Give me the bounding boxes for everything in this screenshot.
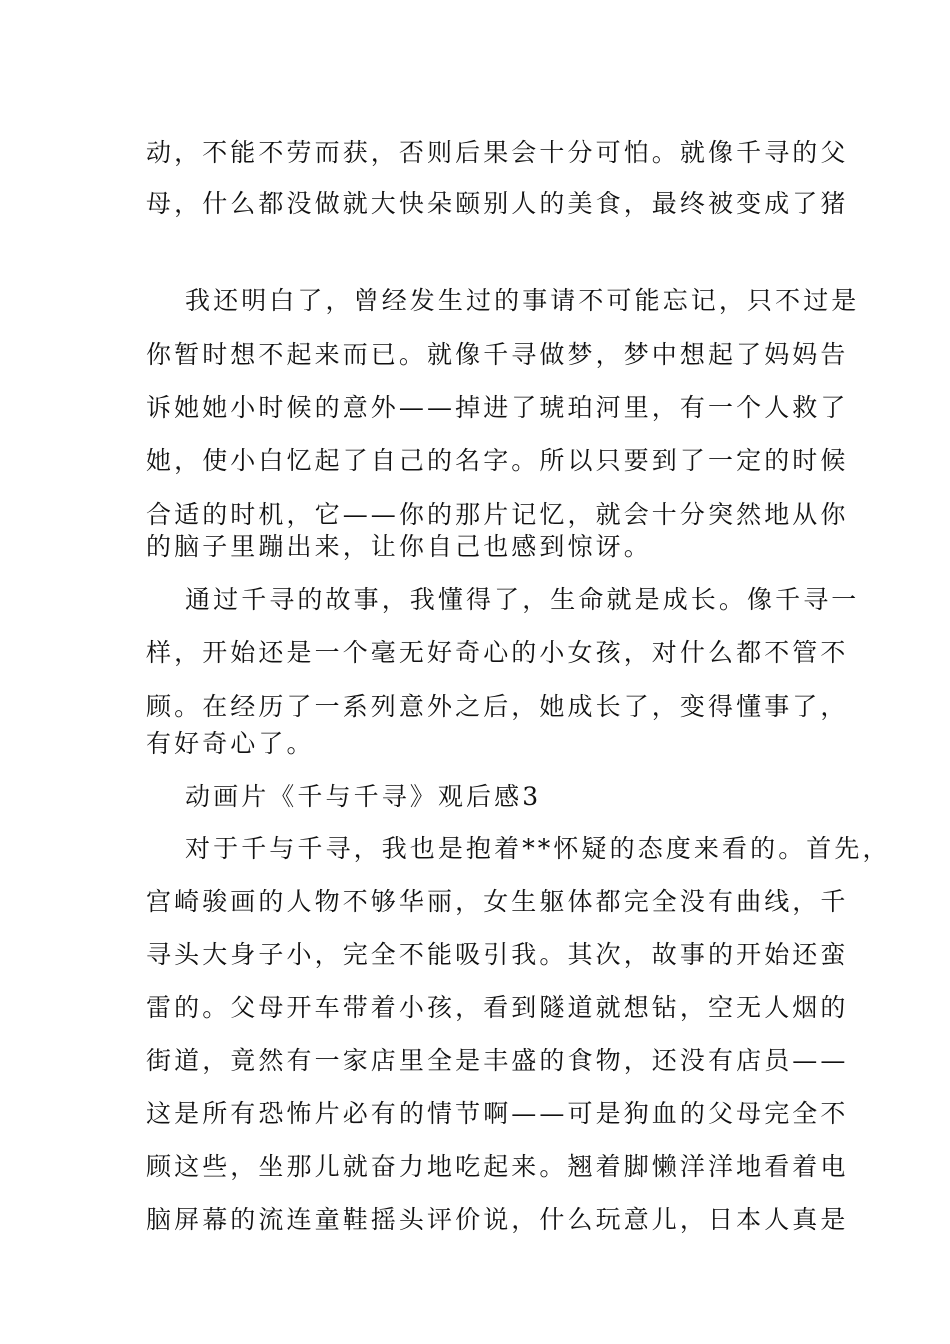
text-line: 你暂时想不起来而已。就像千寻做梦，梦中想起了妈妈告 (146, 340, 849, 369)
paragraph-start-line: 通过千寻的故事，我懂得了，生命就是成长。像千寻一 (185, 585, 860, 614)
text-line: 有好奇心了。 (146, 729, 315, 758)
text-line: 样，开始还是一个毫无好奇心的小女孩，对什么都不管不 (146, 638, 849, 667)
text-line: 顾这些，坐那儿就奋力地吃起来。翘着脚懒洋洋地看着电 (146, 1152, 849, 1181)
text-line: 这是所有恐怖片必有的情节啊——可是狗血的父母完全不 (146, 1099, 849, 1128)
text-line: 雷的。父母开车带着小孩，看到隧道就想钻，空无人烟的 (146, 993, 849, 1022)
text-line: 合适的时机，它——你的那片记忆，就会十分突然地从你 (146, 500, 849, 529)
text-line: 脑屏幕的流连童鞋摇头评价说，什么玩意儿，日本人真是 (146, 1205, 849, 1234)
text-line: 寻头大身子小，完全不能吸引我。其次，故事的开始还蛮 (146, 940, 849, 969)
text-line: 的脑子里蹦出来，让你自己也感到惊讶。 (146, 532, 652, 561)
text-line: 动，不能不劳而获，否则后果会十分可怕。就像千寻的父 (146, 138, 849, 167)
text-line: 诉她她小时候的意外——掉进了琥珀河里，有一个人救了 (146, 393, 849, 422)
text-line: 她，使小白忆起了自己的名字。所以只要到了一定的时候 (146, 446, 849, 475)
text-line: 宫崎骏画的人物不够华丽，女生躯体都完全没有曲线，千 (146, 887, 849, 916)
text-line: 顾。在经历了一系列意外之后，她成长了，变得懂事了， (146, 692, 849, 721)
section-heading: 动画片《千与千寻》观后感3 (185, 782, 542, 811)
text-line: 街道，竟然有一家店里全是丰盛的食物，还没有店员—— (146, 1046, 849, 1075)
text-line: 母，什么都没做就大快朵颐别人的美食，最终被变成了猪 (146, 189, 849, 218)
paragraph-start-line: 我还明白了，曾经发生过的事请不可能忘记，只不过是 (185, 286, 860, 315)
paragraph-start-line: 对于千与千寻，我也是抱着**怀疑的态度来看的。首先， (185, 834, 891, 863)
